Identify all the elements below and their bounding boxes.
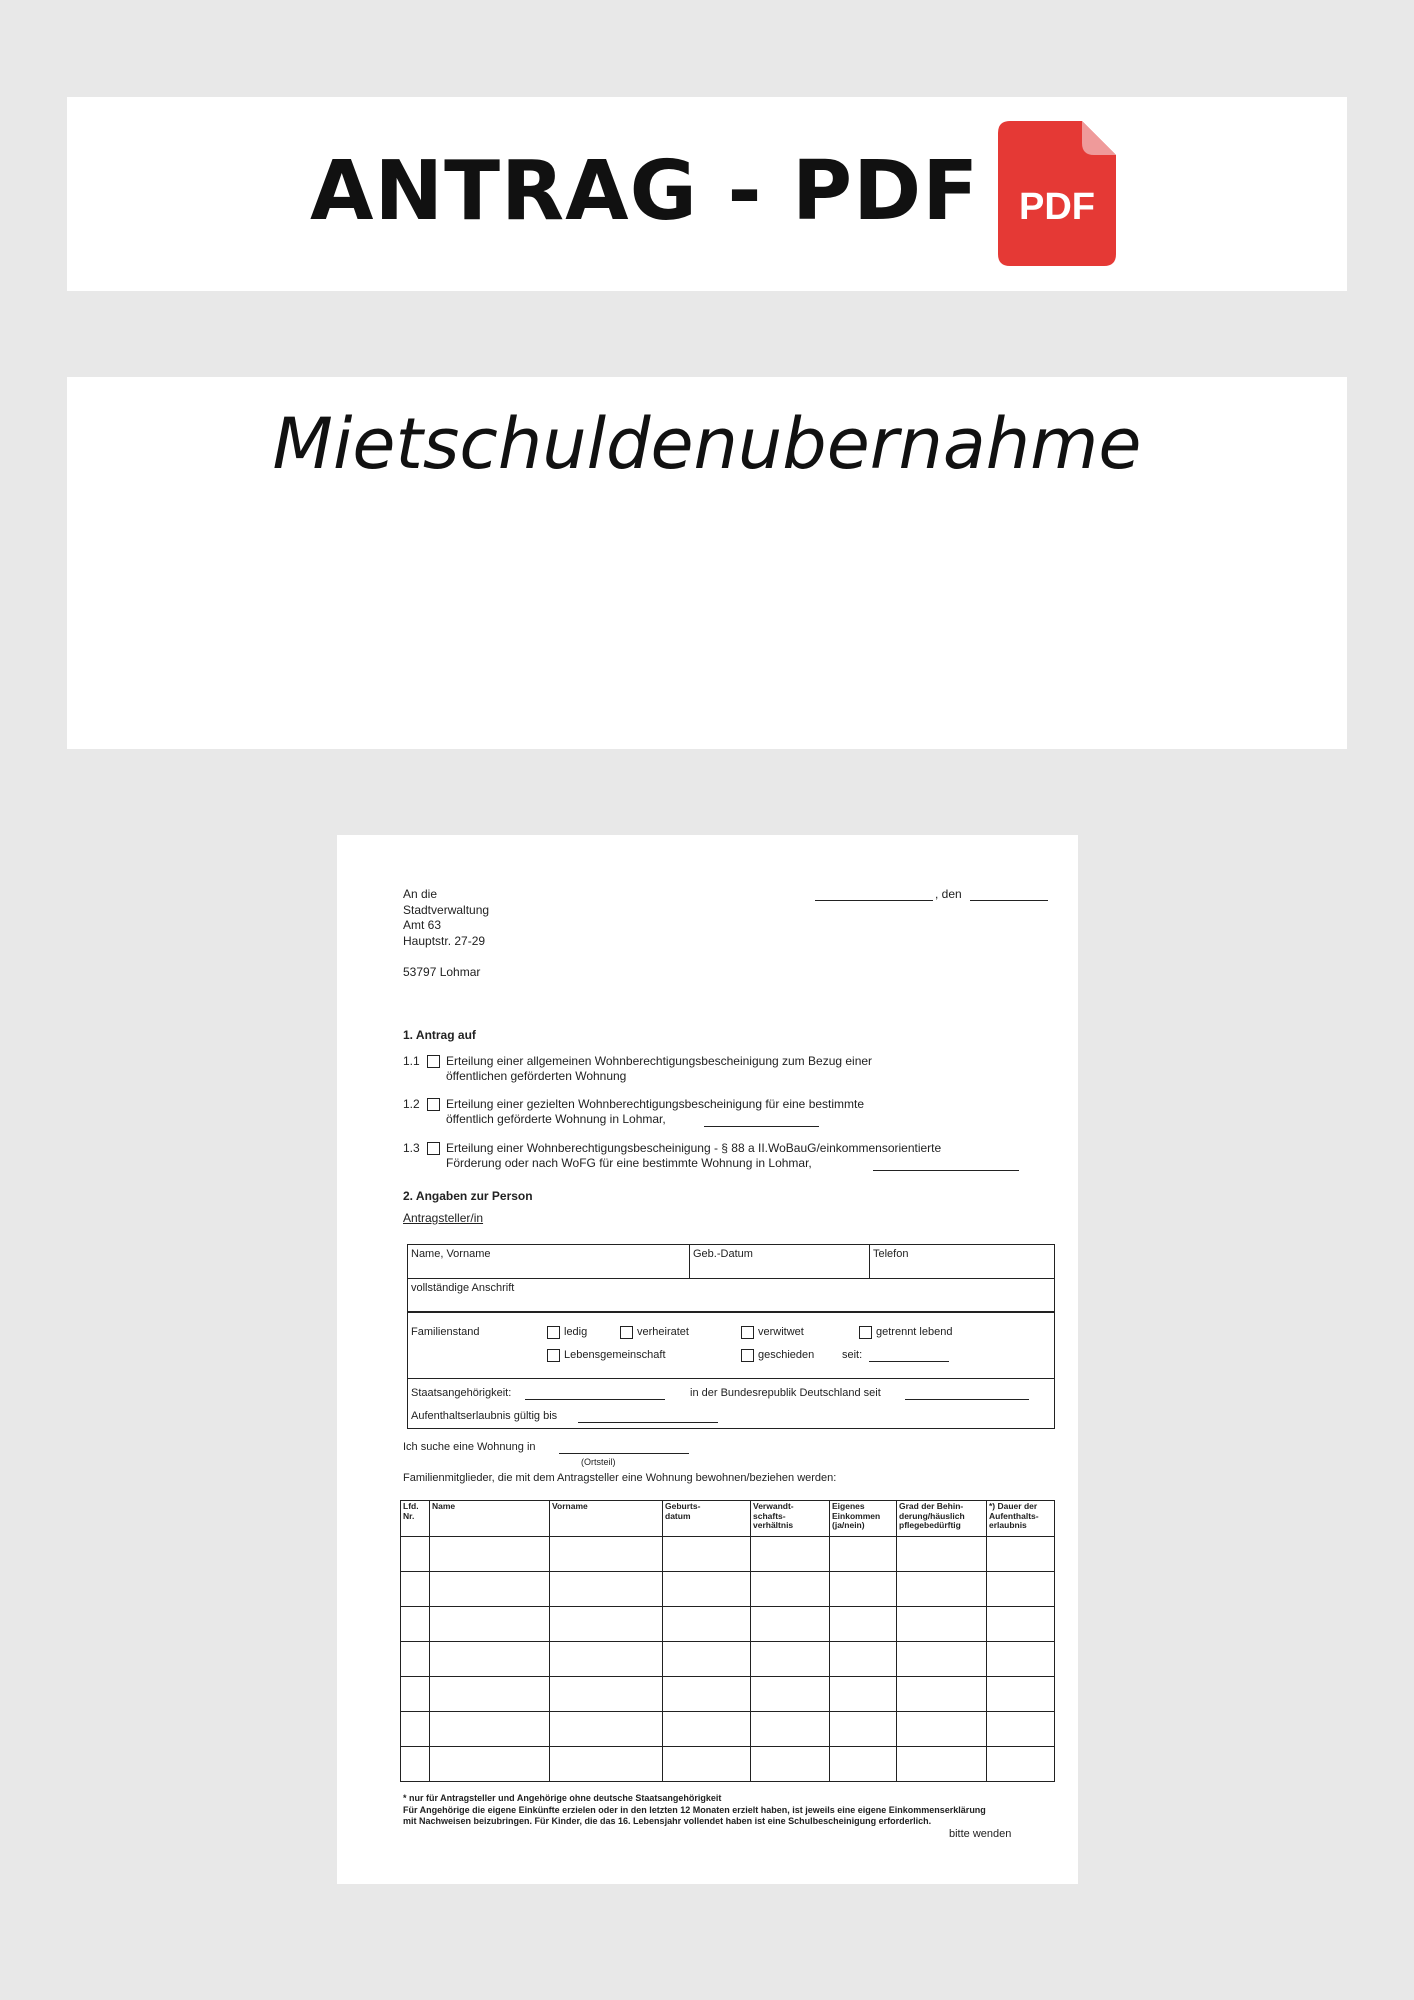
address-line: An die	[403, 887, 438, 901]
dob-label: Geb.-Datum	[693, 1248, 753, 1260]
table-cell[interactable]	[430, 1572, 550, 1607]
table-cell[interactable]	[663, 1572, 751, 1607]
recipient-address	[403, 887, 489, 949]
table-row	[401, 1572, 1055, 1607]
table-header-cell	[897, 1501, 987, 1537]
table-cell[interactable]	[751, 1747, 830, 1782]
date-separator: , den	[935, 887, 962, 901]
table-cell[interactable]	[430, 1642, 550, 1677]
table-cell[interactable]	[830, 1677, 897, 1712]
phone-label: Telefon	[873, 1248, 909, 1260]
table-row	[401, 1677, 1055, 1712]
table-cell[interactable]	[751, 1607, 830, 1642]
table-cell[interactable]	[751, 1712, 830, 1747]
table-cell[interactable]	[897, 1677, 987, 1712]
header-text: Vorname	[552, 1501, 588, 1511]
table-cell[interactable]	[897, 1572, 987, 1607]
table-cell[interactable]	[430, 1747, 550, 1782]
table-cell[interactable]	[987, 1712, 1055, 1747]
table-cell[interactable]	[550, 1607, 663, 1642]
table-cell[interactable]	[663, 1677, 751, 1712]
name-label: Name, Vorname	[411, 1248, 491, 1260]
family-members-label: Familienmitglieder, die mit dem Antragsteller eine Wohnung bewohnen/beziehen werden:	[403, 1472, 837, 1484]
option-label: verheiratet	[637, 1326, 689, 1338]
table-cell[interactable]	[401, 1642, 430, 1677]
header-text: Verwandt-	[753, 1501, 794, 1511]
header-text: (ja/nein)	[832, 1520, 865, 1530]
table-cell[interactable]	[663, 1747, 751, 1782]
header-text: pflegebedürftig	[899, 1520, 961, 1530]
header-text: verhältnis	[753, 1520, 794, 1530]
table-cell[interactable]	[830, 1537, 897, 1572]
in-germany-label: in der Bundesrepublik Deutschland seit	[690, 1387, 881, 1399]
item-text: öffentlich geförderte Wohnung in Lohmar,	[446, 1112, 666, 1126]
table-cell[interactable]	[430, 1712, 550, 1747]
item-text: Erteilung einer Wohnberechtigungsbescheinigung - § 88 a II.WoBauG/einkommensorientierte	[446, 1141, 942, 1155]
table-cell[interactable]	[401, 1712, 430, 1747]
table-body	[401, 1537, 1055, 1782]
divider	[408, 1278, 1054, 1279]
item-text: Erteilung einer gezielten Wohnberechtigungsbescheinigung für eine bestimmte	[446, 1097, 865, 1111]
item-text: Förderung oder nach WoFG für eine bestimmte Wohnung in Lohmar,	[446, 1156, 812, 1170]
apartment-field-1-2[interactable]	[704, 1126, 819, 1127]
table-row	[401, 1607, 1055, 1642]
table-cell[interactable]	[897, 1642, 987, 1677]
option-label: Lebensgemeinschaft	[564, 1349, 666, 1361]
table-header-cell	[550, 1501, 663, 1537]
footnote-line: Für Angehörige die eigene Einkünfte erzielen oder in den letzten 12 Monaten erzielt haben, ist jeweils eine eigene Einkommenserklärung	[403, 1804, 986, 1815]
nationality-field[interactable]	[525, 1399, 665, 1400]
header-text: erlaubnis	[989, 1520, 1027, 1530]
table-cell[interactable]	[401, 1677, 430, 1712]
table-cell[interactable]	[430, 1537, 550, 1572]
search-field[interactable]	[559, 1453, 689, 1454]
table-header-cell	[430, 1501, 550, 1537]
residence-permit-label: Aufenthaltserlaubnis gültig bis	[411, 1410, 558, 1422]
table-cell[interactable]	[401, 1747, 430, 1782]
place-field[interactable]	[815, 900, 933, 901]
table-header-cell	[663, 1501, 751, 1537]
table-header-cell	[830, 1501, 897, 1537]
header-text: Name	[432, 1501, 456, 1511]
full-address-label: vollständige Anschrift	[411, 1282, 515, 1294]
item-text: Erteilung einer allgemeinen Wohnberechtigungsbescheinigung zum Bezug einer	[446, 1054, 873, 1068]
table-cell[interactable]	[751, 1677, 830, 1712]
item-number: 1.2	[403, 1097, 420, 1111]
table-cell[interactable]	[751, 1572, 830, 1607]
table-cell[interactable]	[987, 1537, 1055, 1572]
date-field[interactable]	[970, 900, 1048, 901]
table-cell[interactable]	[663, 1607, 751, 1642]
marital-box	[407, 1312, 1055, 1429]
checkbox-1-2[interactable]	[427, 1098, 440, 1111]
table-cell[interactable]	[550, 1572, 663, 1607]
header-text: *) Dauer der	[989, 1501, 1038, 1511]
section2-heading: 2. Angaben zur Person	[403, 1189, 533, 1203]
header-text: Grad der Behin-	[899, 1501, 964, 1511]
footnote	[403, 1793, 986, 1828]
title-banner	[67, 97, 1347, 291]
checkbox-verwitwet[interactable]	[741, 1326, 754, 1339]
item-text: öffentlichen geförderten Wohnung	[446, 1069, 627, 1083]
pdf-file-icon	[998, 121, 1116, 266]
banner-title: ANTRAG - PDF	[310, 144, 980, 239]
header-text: derung/häuslich	[899, 1510, 965, 1521]
table-cell[interactable]	[663, 1712, 751, 1747]
divider	[408, 1378, 1054, 1379]
option-label: geschieden	[758, 1349, 815, 1361]
table-cell[interactable]	[987, 1677, 1055, 1712]
person-box	[407, 1244, 1055, 1312]
footnote-line: mit Nachweisen beizubringen. Für Kinder, die das 16. Lebensjahr vollendet haben ist eine Schulbescheinigung erforderlich.	[403, 1816, 932, 1826]
marital-status-label: Familienstand	[411, 1326, 480, 1338]
family-members-table	[400, 1500, 1055, 1782]
divider	[869, 1245, 870, 1278]
table-header-row	[401, 1501, 1055, 1537]
table-header-cell	[401, 1501, 430, 1537]
table-row	[401, 1747, 1055, 1782]
item-number: 1.1	[403, 1054, 420, 1068]
table-cell[interactable]	[663, 1642, 751, 1677]
nationality-label: Staatsangehörigkeit:	[411, 1387, 512, 1399]
table-cell[interactable]	[430, 1677, 550, 1712]
checkbox-ledig[interactable]	[547, 1326, 560, 1339]
subtitle-box	[67, 377, 1347, 749]
footnote-line: * nur für Antragsteller und Angehörige ohne deutsche Staatsangehörigkeit	[403, 1793, 722, 1803]
table-cell[interactable]	[987, 1747, 1055, 1782]
table-cell[interactable]	[897, 1712, 987, 1747]
apartment-field-1-3[interactable]	[873, 1170, 1019, 1171]
header-text: datum	[665, 1510, 691, 1521]
table-cell[interactable]	[550, 1712, 663, 1747]
since-label: seit:	[842, 1349, 863, 1361]
table-cell[interactable]	[987, 1607, 1055, 1642]
table-cell[interactable]	[897, 1607, 987, 1642]
table-cell[interactable]	[830, 1572, 897, 1607]
table-cell[interactable]	[550, 1537, 663, 1572]
header-text: Einkommen	[832, 1510, 881, 1521]
header-text: Geburts-	[665, 1501, 701, 1511]
section1-heading: 1. Antrag auf	[403, 1028, 476, 1042]
address-line: Amt 63	[403, 918, 442, 932]
address-line: Stadtverwaltung	[403, 902, 490, 917]
table-cell[interactable]	[550, 1747, 663, 1782]
address-line: Hauptstr. 27-29	[403, 933, 486, 948]
pdf-icon-label: PDF	[1019, 186, 1095, 228]
option-label: ledig	[564, 1326, 588, 1338]
district-label: (Ortsteil)	[581, 1457, 616, 1467]
table-cell[interactable]	[830, 1607, 897, 1642]
checkbox-geschieden[interactable]	[741, 1349, 754, 1362]
table-cell[interactable]	[751, 1642, 830, 1677]
table-cell[interactable]	[830, 1642, 897, 1677]
table-header-cell	[751, 1501, 830, 1537]
table-cell[interactable]	[897, 1747, 987, 1782]
residence-permit-field[interactable]	[578, 1422, 718, 1423]
header-text: schafts-	[753, 1510, 786, 1521]
table-cell[interactable]	[550, 1677, 663, 1712]
divider	[689, 1245, 690, 1278]
form-preview	[337, 835, 1078, 1884]
option-label: verwitwet	[758, 1326, 804, 1338]
table-row	[401, 1642, 1055, 1677]
turn-page-note: bitte wenden	[949, 1828, 1012, 1840]
applicant-label: Antragsteller/in	[403, 1211, 484, 1225]
checkbox-verheiratet[interactable]	[620, 1326, 633, 1339]
table-row	[401, 1712, 1055, 1747]
table-cell[interactable]	[401, 1572, 430, 1607]
postal-city: 53797 Lohmar	[403, 965, 481, 979]
since-field[interactable]	[869, 1361, 949, 1362]
document-subtitle: Mietschuldenubernahme	[272, 403, 1142, 485]
table-cell[interactable]	[751, 1537, 830, 1572]
checkbox-1-3[interactable]	[427, 1142, 440, 1155]
header-text: Eigenes	[832, 1501, 865, 1511]
table-cell[interactable]	[987, 1642, 1055, 1677]
table-cell[interactable]	[401, 1607, 430, 1642]
option-label: getrennt lebend	[876, 1326, 953, 1338]
table-row	[401, 1537, 1055, 1572]
table-cell[interactable]	[430, 1607, 550, 1642]
header-text: Lfd.	[403, 1501, 419, 1511]
table-cell[interactable]	[663, 1537, 751, 1572]
checkbox-getrennt-lebend[interactable]	[859, 1326, 872, 1339]
header-text: Aufenthalts-	[989, 1510, 1039, 1521]
table-cell[interactable]	[830, 1747, 897, 1782]
table-cell[interactable]	[401, 1537, 430, 1572]
table-cell[interactable]	[830, 1712, 897, 1747]
table-cell[interactable]	[550, 1642, 663, 1677]
item-number: 1.3	[403, 1141, 420, 1155]
table-cell[interactable]	[987, 1572, 1055, 1607]
table-cell[interactable]	[897, 1537, 987, 1572]
checkbox-1-1[interactable]	[427, 1055, 440, 1068]
checkbox-lebensgemeinschaft[interactable]	[547, 1349, 560, 1362]
table-header-cell	[987, 1501, 1055, 1537]
header-text: Nr.	[403, 1510, 415, 1521]
search-label: Ich suche eine Wohnung in	[403, 1441, 536, 1453]
in-germany-field[interactable]	[905, 1399, 1029, 1400]
